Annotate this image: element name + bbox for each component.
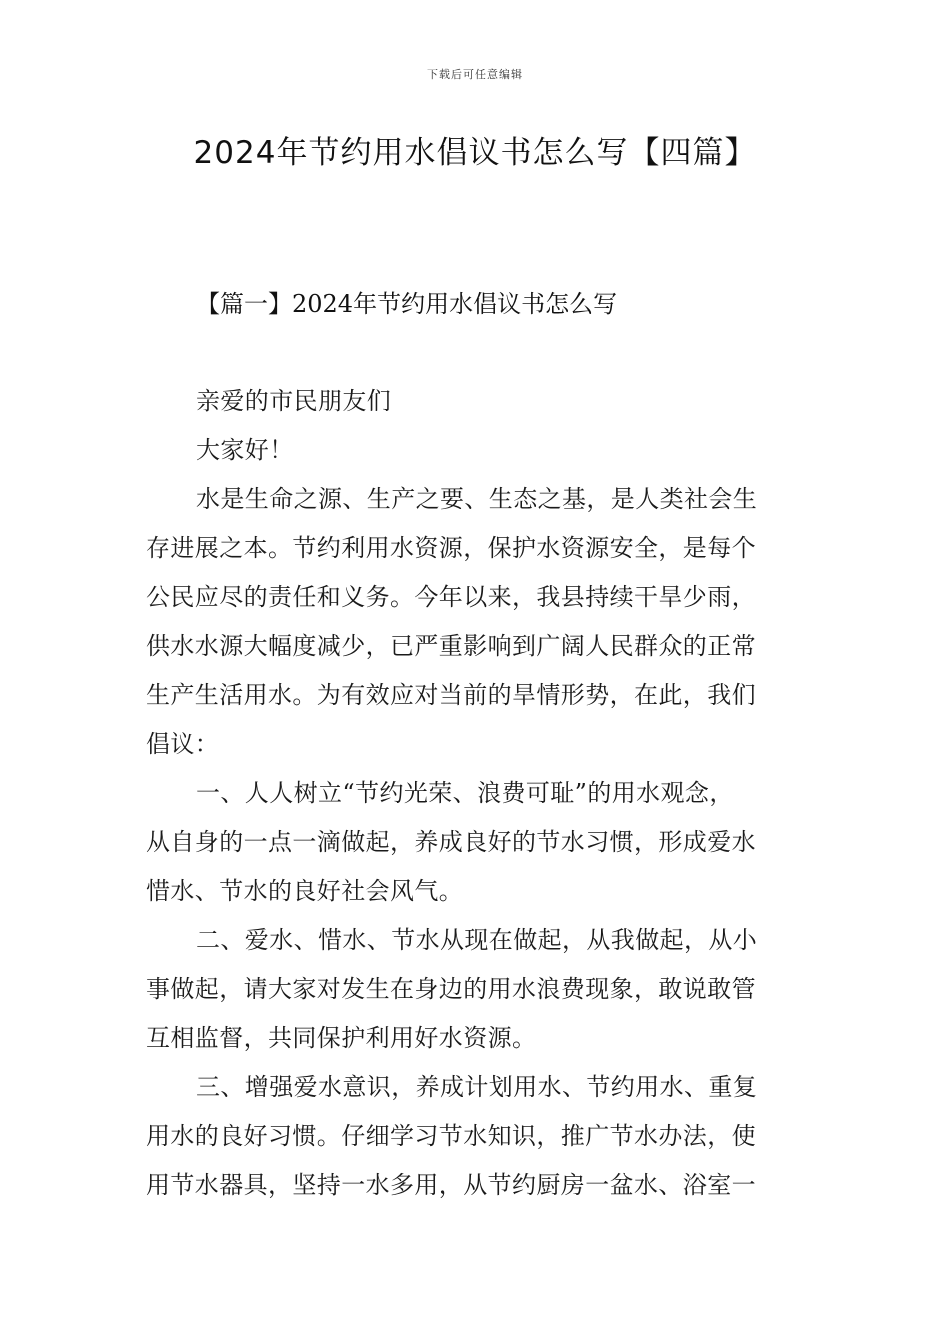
paragraph-line: 供水水源大幅度减少，已严重影响到广阔人民群众的正常 <box>146 632 756 660</box>
paragraph-line: 三、增强爱水意识，养成计划用水、节约用水、重复 <box>196 1073 758 1101</box>
paragraph-line: 水是生命之源、生产之要、生态之基，是人类社会生 <box>196 485 758 513</box>
paragraph <box>146 1063 806 1210</box>
paragraph-line: 事做起，请大家对发生在身边的用水浪费现象，敢说敢管 <box>146 975 756 1003</box>
paragraph-line: 生产生活用水。为有效应对当前的旱情形势，在此，我们 <box>146 681 756 709</box>
paragraph <box>146 475 806 769</box>
paragraph-line: 二、爱水、惜水、节水从现在做起，从我做起，从小 <box>196 926 758 954</box>
paragraph-line: 互相监督，共同保护利用好水资源。 <box>146 1024 537 1052</box>
greeting: 大家好！ <box>196 436 294 464</box>
section-heading: 【篇一】2024年节约用水倡议书怎么写 <box>196 290 618 318</box>
paragraph-line: 倡议： <box>146 730 220 758</box>
paragraph-line: 公民应尽的责任和义务。今年以来，我县持续干旱少雨， <box>146 583 756 611</box>
paragraph-line: 惜水、节水的良好社会风气。 <box>146 877 464 905</box>
paragraph-line: 用节水器具，坚持一水多用，从节约厨房一盆水、浴室一 <box>146 1171 756 1199</box>
paragraph-line: 从自身的一点一滴做起，养成良好的节水习惯，形成爱水 <box>146 828 756 856</box>
paragraph-line: 存进展之本。节约利用水资源，保护水资源安全，是每个 <box>146 534 756 562</box>
paragraph <box>146 916 806 1063</box>
paragraph-line: 一、人人树立“节约光荣、浪费可耻”的用水观念， <box>196 779 734 807</box>
document-body <box>146 377 806 1210</box>
document-title: 2024年节约用水倡议书怎么写【四篇】 <box>193 135 757 171</box>
paragraph-line: 用水的良好习惯。仔细学习节水知识，推广节水办法，使 <box>146 1122 756 1150</box>
salutation: 亲爱的市民朋友们 <box>196 387 392 415</box>
paragraph <box>146 769 806 916</box>
header-note: 下载后可任意编辑 <box>427 68 523 81</box>
